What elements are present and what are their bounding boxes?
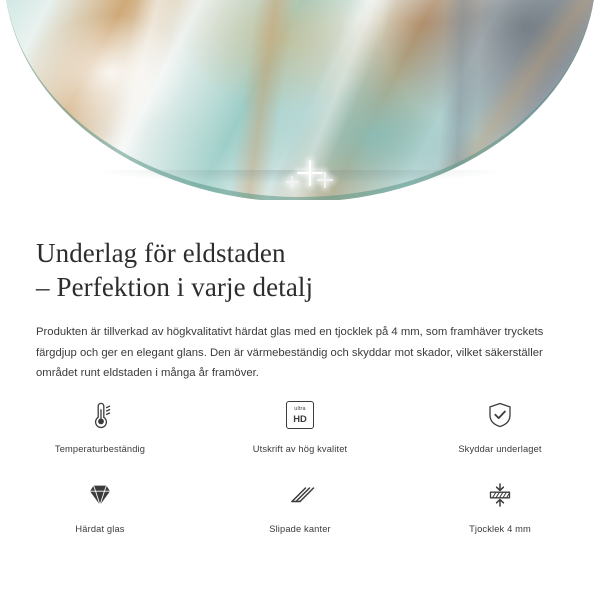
feature-item-tempered-glass: [0, 472, 200, 534]
headline-line-2: – Perfektion i varje detalj: [36, 272, 314, 302]
thickness-icon: [483, 472, 517, 518]
glass-disc-graphic: [4, 0, 596, 200]
feature-grid: [0, 392, 600, 534]
feature-item-thickness: [400, 472, 600, 534]
feature-item-temperature: [0, 392, 200, 454]
feature-label: Temperaturbeständig: [54, 444, 146, 454]
headline-line-1: Underlag för eldstaden: [36, 238, 286, 268]
body-paragraph: Produkten är tillverkad av högkvalitativt härdat glas med en tjocklek på 4 mm, som framhäver tryckets färgdjup och ger en elegant glans. Den är värmebeständig och skyddar mot skador, vilket säkerställer området runt eldstaden i många år framöver.: [36, 326, 544, 379]
feature-item-protection: [400, 392, 600, 454]
feature-label: Tjocklek 4 mm: [469, 524, 531, 534]
marble-streaks: [4, 0, 596, 200]
polished-edges-icon: [283, 472, 317, 518]
ultra-hd-icon: [286, 392, 314, 438]
ultra-hd-badge-bottom: HD: [293, 412, 307, 424]
diamond-icon: [83, 472, 117, 518]
ultra-hd-badge-top: ultra: [294, 406, 306, 413]
content-block: [0, 200, 600, 384]
feature-label: Slipade kanter: [269, 524, 331, 534]
thermometer-icon: [83, 392, 117, 438]
page-title: [0, 200, 600, 304]
feature-label: Utskrift av hög kvalitet: [252, 444, 348, 454]
feature-item-polished-edges: [200, 472, 400, 534]
shield-check-icon: [483, 392, 517, 438]
feature-label: Härdat glas: [75, 524, 125, 534]
feature-item-print-quality: [200, 392, 400, 454]
feature-label: Skyddar underlaget: [458, 444, 542, 454]
hero-image: [0, 0, 600, 200]
